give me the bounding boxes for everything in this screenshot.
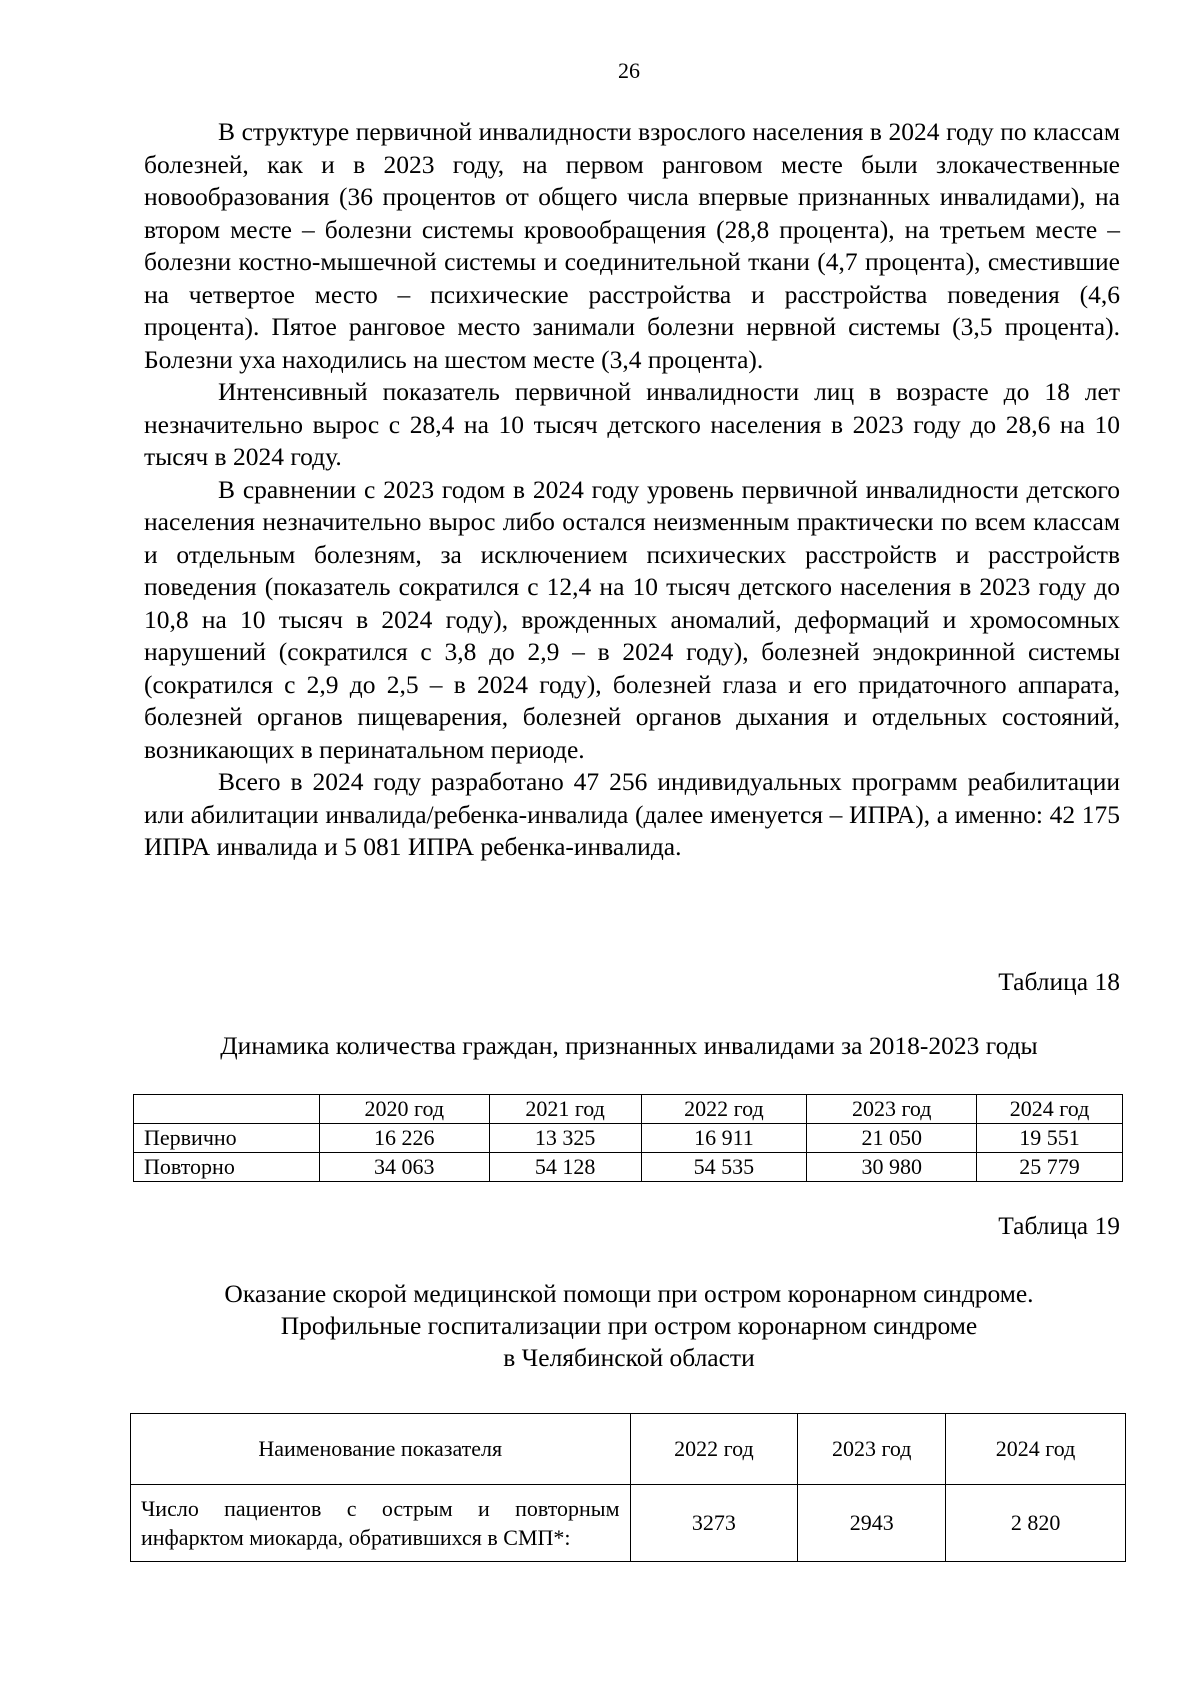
table-cell: 13 325 [489, 1124, 641, 1153]
table-cell: 2 820 [946, 1485, 1126, 1562]
paragraph-4: Всего в 2024 году разработано 47 256 индивидуальных программ реабилитации или абилитации инвалида/ребенка-инвалида (далее именуется – ИПРА), а именно: 42 175 ИПРА инвалида и 5 081 ИПРА ребенка-инвалида. [144, 767, 1120, 861]
table-cell: 25 779 [977, 1153, 1123, 1182]
row-label: Первично [134, 1124, 320, 1153]
table-cell: 30 980 [807, 1153, 977, 1182]
paragraph-2: Интенсивный показатель первичной инвалидности лиц в возрасте до 18 лет незначительно вырос с 28,4 на 10 тысяч детского населения в 2023 году до 28,6 на 10 тысяч в 2024 году. [144, 377, 1120, 471]
table-header-cell: 2024 год [946, 1414, 1126, 1485]
table-cell: 16 911 [641, 1124, 807, 1153]
table-header-cell: 2023 год [798, 1414, 946, 1485]
table-header-cell: 2021 год [489, 1095, 641, 1124]
table-row [134, 1153, 1123, 1182]
table-header-cell: 2024 год [977, 1095, 1123, 1124]
body-text [144, 116, 1120, 864]
page-number: 26 [618, 58, 640, 83]
table-18-header-row [134, 1095, 1123, 1124]
table-cell: 34 063 [319, 1153, 489, 1182]
paragraph-1: В структуре первичной инвалидности взрослого населения в 2024 году по классам болезней, как и в 2023 году, на первом ранговом месте были злокачественные новообразования (36 процентов от общего числа впервые признанных инвалидами), на втором месте – болезни системы кровообращения (28,8 процента), на третьем месте – болезни костно-мышечной системы и соединительной ткани (4,7 процента), сместившие на четвертое место – психические расстройства и расстройства поведения (4,6 процента). Пятое ранговое место занимали болезни нервной системы (3,5 процента). Болезни уха находились на шестом месте (3,4 процента). [144, 117, 1120, 374]
table-header-cell [134, 1095, 320, 1124]
table-19-caption: Таблица 19 [998, 1211, 1120, 1240]
table-19-title-line-1: Оказание скорой медицинской помощи при остром коронарном синдроме. [224, 1279, 1034, 1308]
row-label: Число пациентов с острым и повторным инфарктом миокарда, обратившихся в СМП*: [131, 1485, 631, 1562]
table-row [131, 1485, 1126, 1562]
table-header-cell: Наименование показателя [131, 1414, 631, 1485]
table-header-cell: 2022 год [641, 1095, 807, 1124]
table-cell: 54 535 [641, 1153, 807, 1182]
table-19-header-row [131, 1414, 1126, 1485]
row-label: Повторно [134, 1153, 320, 1182]
table-18-title: Динамика количества граждан, признанных инвалидами за 2018-2023 годы [220, 1031, 1038, 1060]
table-cell: 54 128 [489, 1153, 641, 1182]
table-cell: 21 050 [807, 1124, 977, 1153]
table-19 [130, 1413, 1126, 1562]
table-row [134, 1124, 1123, 1153]
table-cell: 19 551 [977, 1124, 1123, 1153]
table-19-title-line-3: в Челябинской области [503, 1343, 755, 1372]
table-header-cell: 2023 год [807, 1095, 977, 1124]
table-header-cell: 2022 год [630, 1414, 798, 1485]
table-18-caption: Таблица 18 [998, 967, 1120, 996]
table-cell: 16 226 [319, 1124, 489, 1153]
table-18 [133, 1094, 1123, 1182]
table-header-cell: 2020 год [319, 1095, 489, 1124]
table-19-title-line-2: Профильные госпитализации при остром коронарном синдроме [280, 1311, 978, 1340]
table-cell: 3273 [630, 1485, 798, 1562]
table-cell: 2943 [798, 1485, 946, 1562]
paragraph-3: В сравнении с 2023 годом в 2024 году уровень первичной инвалидности детского населения незначительно вырос либо остался неизменным практически по всем классам и отдельным болезням, за исключением психических расстройств и расстройств поведения (показатель сократился с 12,4 на 10 тысяч детского населения в 2023 году до 10,8 на 10 тысяч в 2024 году), врожденных аномалий, деформаций и хромосомных нарушений (сократился с 3,8 до 2,9 – в 2024 году), болезней эндокринной системы (сократился с 2,9 до 2,5 – в 2024 году), болезней глаза и его придаточного аппарата, болезней органов пищеварения, болезней органов дыхания и отдельных состояний, возникающих в перинатальном периоде. [144, 474, 1120, 764]
